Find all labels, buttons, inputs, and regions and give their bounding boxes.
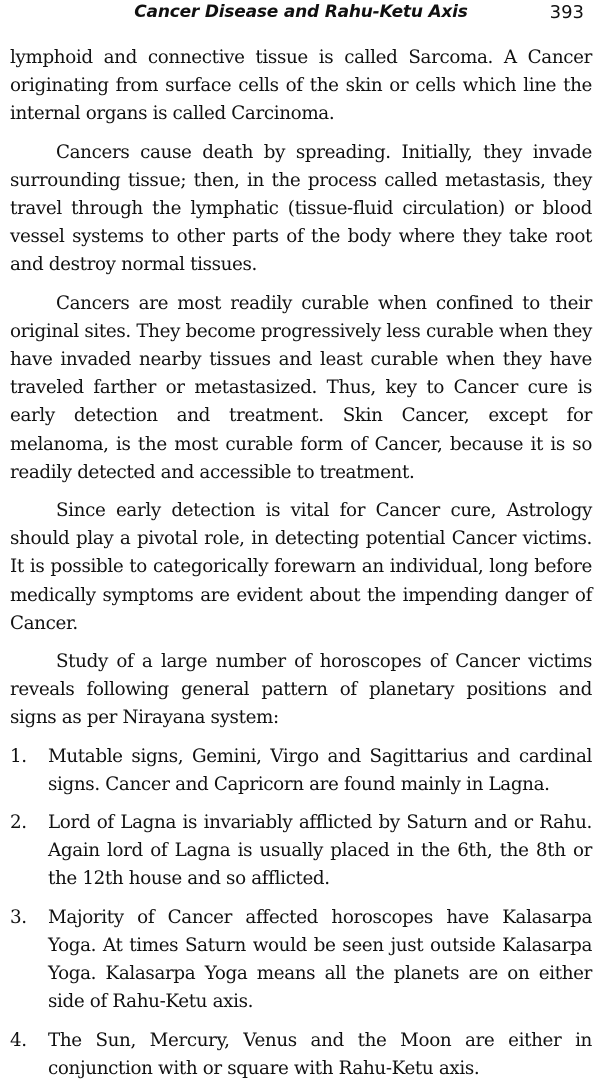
list-item-text: Lord of Lagna is invariably afflicted by Saturn and or Rahu. Again lord of Lagna is usually placed in the 6th, the 8th or the 12th house and so afflicted. — [48, 812, 592, 890]
list-item-number: 4. — [10, 1029, 27, 1051]
list-item-text: Mutable signs, Gemini, Virgo and Sagittarius and cardinal signs. Cancer and Capricorn are found mainly in Lagna. — [48, 745, 592, 795]
pattern-list — [10, 743, 592, 1083]
list-item — [10, 904, 592, 1017]
page-number: 393 — [549, 2, 584, 23]
page-body — [10, 44, 592, 1083]
list-item-number: 3. — [10, 906, 27, 928]
paragraph: Since early detection is vital for Cancer cure, Astrology should play a pivotal role, in detecting potential Cancer victims. It is possible to categorically forewarn an individual, long before medically symptoms are evident about the impending danger of Cancer. — [10, 500, 592, 634]
paragraph: Cancers are most readily curable when confined to their original sites. They become progressively less curable when they have invaded nearby tissues and least curable when they have traveled farther or metastasized. Thus, key to Cancer cure is early detection and treatment. Skin Cancer, except for melanoma, is the most curable form of Cancer, because it is so readily detected and accessible to treatment. — [10, 292, 592, 483]
list-item — [10, 743, 592, 799]
list-item — [10, 1027, 592, 1083]
paragraph: lymphoid and connective tissue is called Sarcoma. A Cancer originating from surface cells of the skin or cells which line the internal organs is called Carcinoma. — [10, 47, 592, 125]
page-header — [10, 0, 592, 44]
running-title: Cancer Disease and Rahu-Ketu Axis — [134, 2, 468, 22]
list-item-text: Majority of Cancer affected horoscopes have Kalasarpa Yoga. At times Saturn would be seen just outside Kalasarpa Yoga. Kalasarpa Yoga means all the planets are on either side of Rahu-Ketu axis. — [48, 906, 592, 1013]
list-item-text: The Sun, Mercury, Venus and the Moon are either in conjunction with or square with Rahu-Ketu axis. — [48, 1029, 592, 1079]
list-item-number: 1. — [10, 745, 27, 767]
paragraph: Study of a large number of horoscopes of Cancer victims reveals following general pattern of planetary positions and signs as per Nirayana system: — [10, 651, 592, 729]
list-item — [10, 809, 592, 894]
list-item-number: 2. — [10, 812, 27, 834]
paragraph: Cancers cause death by spreading. Initially, they invade surrounding tissue; then, in the process called metastasis, they travel through the lymphatic (tissue-fluid circulation) or blood vessel systems to other parts of the body where they take root and destroy normal tissues. — [10, 141, 592, 276]
